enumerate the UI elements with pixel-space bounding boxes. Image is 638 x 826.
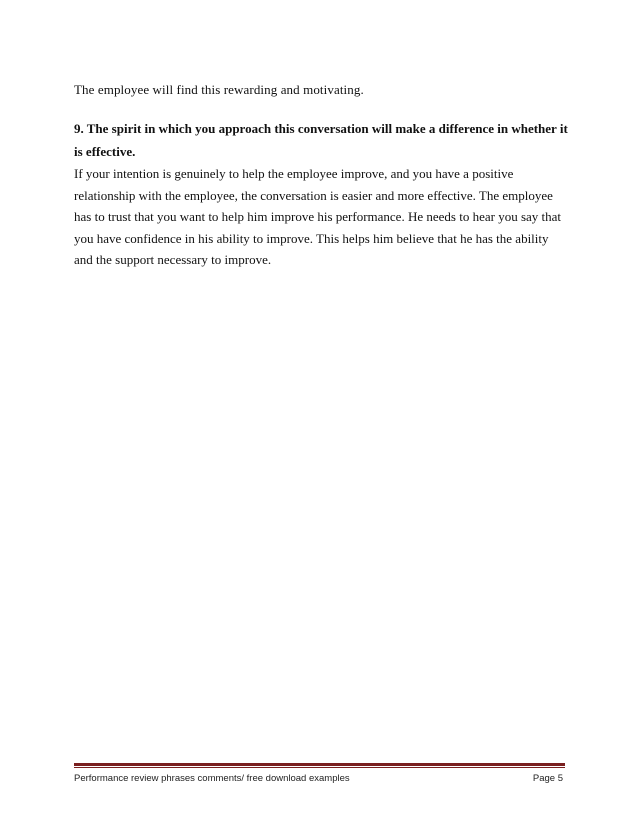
page-content [74,80,570,271]
footer-rule-thick [74,763,565,766]
page-footer [74,771,565,787]
section-heading: 9. The spirit in which you approach this conversation will make a difference in whether it is effective. [74,121,568,159]
footer-rule-thin [74,767,565,768]
section-body-paragraph: If your intention is genuinely to help the employee improve, and you have a positive relationship with the employee, the conversation is easier and more effective. The employee has to trust that you want to help him improve his performance. He needs to hear you say that you have confidence in his ability to improve. This helps him believe that he has the ability and the support necessary to improve. [74,166,562,267]
footer-title: Performance review phrases comments/ free download examples [74,773,350,784]
page-number: Page 5 [532,773,563,784]
intro-paragraph: The employee will find this rewarding and motivating. [74,82,364,97]
